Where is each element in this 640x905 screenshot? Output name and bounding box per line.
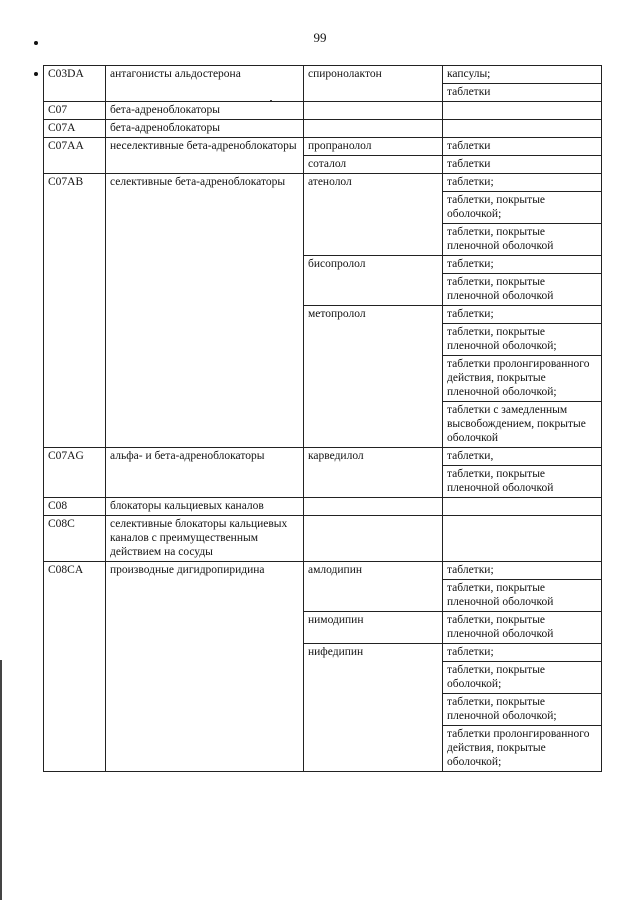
drug-name-cell: амлодипин (304, 562, 443, 612)
atc-code-cell: C07A (44, 120, 106, 138)
atc-group-name-cell: бета-адреноблокаторы (106, 102, 304, 120)
dosage-form-cell: таблетки пролонгированного действия, покрытые оболочкой; (443, 726, 602, 772)
atc-code-cell: C07AG (44, 448, 106, 498)
scan-margin-mark (0, 660, 2, 900)
drug-name-cell: пропранолол (304, 138, 443, 156)
dosage-form-cell: таблетки пролонгированного действия, покрытые пленочной оболочкой; (443, 356, 602, 402)
dosage-form-cell: таблетки, покрытые пленочной оболочкой (443, 612, 602, 644)
atc-group-name-cell: производные дигидропиридина (106, 562, 304, 772)
atc-group-name-cell: блокаторы кальциевых каналов (106, 498, 304, 516)
drug-name-cell (304, 498, 443, 516)
atc-group-name-cell: неселективные бета-адреноблокаторы (106, 138, 304, 174)
drug-name-cell: карведилол (304, 448, 443, 498)
drug-name-cell (304, 516, 443, 562)
atc-group-name-cell: антагонисты альдостерона (106, 66, 304, 102)
drug-name-cell: спиронолактон (304, 66, 443, 102)
table-row (44, 66, 602, 84)
drug-name-cell: атенолол (304, 174, 443, 256)
atc-group-name-cell: альфа- и бета-адреноблокаторы (106, 448, 304, 498)
atc-code-cell: C07AB (44, 174, 106, 448)
dosage-form-cell: таблетки; (443, 644, 602, 662)
dosage-form-cell: капсулы; (443, 66, 602, 84)
dosage-form-cell: таблетки; (443, 174, 602, 192)
dosage-form-cell: таблетки; (443, 306, 602, 324)
dosage-form-cell: таблетки, покрытые пленочной оболочкой; (443, 694, 602, 726)
drug-name-cell: бисопролол (304, 256, 443, 306)
drug-name-cell (304, 102, 443, 120)
atc-code-cell: C03DA (44, 66, 106, 102)
atc-group-name-cell: бета-адреноблокаторы (106, 120, 304, 138)
table-row (44, 102, 602, 120)
dosage-form-cell (443, 120, 602, 138)
dosage-form-cell: таблетки (443, 156, 602, 174)
dosage-form-cell (443, 102, 602, 120)
page-number: 99 (313, 30, 327, 45)
atc-code-cell: C07 (44, 102, 106, 120)
dosage-form-cell (443, 516, 602, 562)
drug-name-cell: нифедипин (304, 644, 443, 772)
drug-name-cell (304, 120, 443, 138)
atc-code-cell: C07AA (44, 138, 106, 174)
scan-mark-dot (34, 72, 38, 76)
dosage-form-cell: таблетки, покрытые пленочной оболочкой (443, 580, 602, 612)
drug-name-cell: соталол (304, 156, 443, 174)
table-row (44, 448, 602, 466)
drug-table-body (44, 66, 602, 772)
scan-mark-dot (34, 41, 38, 45)
table-row (44, 138, 602, 156)
dosage-form-cell: таблетки (443, 138, 602, 156)
dosage-form-cell: таблетки, (443, 448, 602, 466)
drug-name-cell: метопролол (304, 306, 443, 448)
dosage-form-cell: таблетки, покрытые пленочной оболочкой (443, 274, 602, 306)
dosage-form-cell: таблетки с замедленным высвобождением, покрытые оболочкой (443, 402, 602, 448)
atc-group-name-cell: селективные блокаторы кальциевых каналов с преимущественным действием на сосуды (106, 516, 304, 562)
drug-table (43, 65, 602, 772)
atc-code-cell: C08C (44, 516, 106, 562)
table-row (44, 120, 602, 138)
dosage-form-cell: таблетки (443, 84, 602, 102)
dosage-form-cell: таблетки, покрытые оболочкой; (443, 662, 602, 694)
dosage-form-cell: таблетки; (443, 562, 602, 580)
dosage-form-cell (443, 498, 602, 516)
table-row (44, 562, 602, 580)
dosage-form-cell: таблетки, покрытые пленочной оболочкой (443, 466, 602, 498)
dosage-form-cell: таблетки, покрытые пленочной оболочкой (443, 224, 602, 256)
dosage-form-cell: таблетки, покрытые оболочкой; (443, 192, 602, 224)
dosage-form-cell: таблетки; (443, 256, 602, 274)
table-row (44, 174, 602, 192)
atc-code-cell: C08 (44, 498, 106, 516)
atc-group-name-cell: селективные бета-адреноблокаторы (106, 174, 304, 448)
table-row (44, 516, 602, 562)
atc-code-cell: C08CA (44, 562, 106, 772)
drug-name-cell: нимодипин (304, 612, 443, 644)
dosage-form-cell: таблетки, покрытые пленочной оболочкой; (443, 324, 602, 356)
table-row (44, 498, 602, 516)
